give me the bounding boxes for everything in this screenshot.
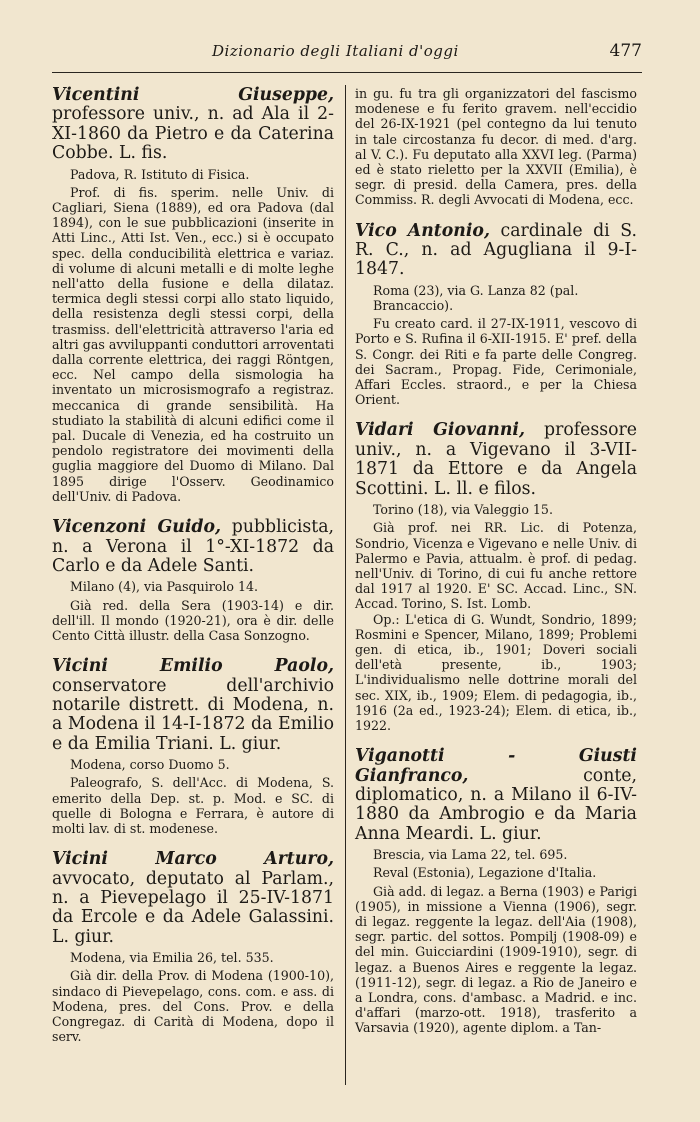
entry-address: Milano (4), via Pasquirolo 14. — [70, 579, 258, 595]
entry-heading — [52, 86, 334, 164]
entry-paragraph: Già dir. della Prov. di Modena (1900-10), sindaco di Pievepelago, cons. com. e ass. di Modena, pres. del Cons. Prov. e della Congregaz. di Carità di Modena, dopo il serv. — [52, 968, 334, 1045]
entry-name: Vicini Emilio Paolo, — [52, 656, 334, 677]
entry-heading — [355, 747, 637, 844]
entry-description: conservatore dell'archivio notarile distrett. di Modena, n. a Modena il 14-I-1872 da Emilio e da Emilia Triani. L. giur. — [52, 675, 334, 754]
continuation-text: in gu. fu tra gli organizzatori del fascismo modenese e fu ferito gravem. nell'eccidio del 26-IX-1921 (pel contegno da lui tenuto in tale circostanza fu decor. di med. d'arg. al V. C.). Fu deputato alla XXVI leg. (Parma) ed è stato rieletto per la XXVII (Emilia), è segr. di presid. della Camera, pres. della Commiss. R. degli Avvocati di Modena, ecc. — [355, 86, 637, 208]
entry-vidari — [355, 421, 637, 733]
entry-paragraph: Fu creato card. il 27-IX-1911, vescovo di Porto e S. Rufina il 6-XII-1915. E' pref. della S. Congr. dei Riti e fa parte delle Congreg. dei Sacram., Propag. Fide, Cerimoniale, Affari Eccles. straord., e per la Chiesa Orient. — [355, 316, 637, 408]
entry-description: conte, diplomatico, n. a Milano il 6-IV-1880 da Ambrogio e da Maria Anna Meardi. L. giur. — [355, 765, 637, 844]
entry-paragraph: Già prof. nei RR. Lic. di Potenza, Sondrio, Vicenza e Vigevano e nelle Univ. di Palermo e Pavia, attualm. è prof. di pedag. nell'Univ. di Torino, di cui fu anche rettore dal 1917 al 1920. E' SC. Accad. Linc., SN. Accad. Torino, S. Ist. Lomb. — [355, 520, 637, 612]
entry-address: Padova, R. Istituto di Fisica. — [70, 166, 250, 182]
entry-description: pubblicista, n. a Verona il 1°-XI-1872 da Carlo e da Adele Santi. — [52, 517, 334, 576]
entry-name: Vidari Giovanni, — [355, 420, 525, 441]
entry-vicini-marco — [52, 850, 334, 1044]
page-number: 477 — [609, 41, 642, 61]
entry-description: avvocato, deputato al Parlam., n. a Pievepelago il 25-IV-1871 da Ercole e da Adele Galassini. L. giur. — [52, 868, 334, 947]
running-head — [52, 38, 642, 66]
entry-name: Vicentini Giuseppe, — [52, 85, 334, 105]
entry-address: Roma (23), via G. Lanza 82 (pal. Brancaccio). — [373, 282, 579, 314]
entry-heading — [355, 222, 637, 280]
entry-description: professore univ., n. a Vigevano il 3-VII-1871 da Ettore e da Angela Scottini. L. ll. e filos. — [355, 420, 637, 499]
entry-vicentini — [52, 86, 334, 504]
entry-vicini-emilio — [52, 657, 334, 836]
entry-paragraph: Paleografo, S. dell'Acc. di Modena, S. emerito della Dep. st. p. Mod. e SC. di quelle di Bologna e Ferrara, è autore di molti lav. di st. modenese. — [52, 775, 334, 836]
entry-paragraph: Già add. di legaz. a Berna (1903) e Parigi (1905), in missione a Vienna (1906), segr. di legaz. reggente la legaz. dell'Aia (1908), segr. partic. del sottos. Pompilj (1908-09) e del min. Guicciardini (1909-1910), segr. di legaz. a Buenos Aires e reggente la legaz. (1911-12), segr. di legaz. a Rio de Janeiro e a Londra, cons. d'ambasc. a Madrid. e inc. d'affari (marzo-ott. 1918), trasferito a Varsavia (1920), agente diplom. a Tan- — [355, 883, 637, 1036]
running-title: Dizionario degli Italiani d'oggi — [212, 42, 459, 60]
entry-works-paragraph: Op.: L'etica di G. Wundt, Sondrio, 1899; Rosmini e Spencer, Milano, 1899; Problemi gen. di etica, ib., 1901; Doveri sociali dell'età presente, ib., 1903; L'individualismo nelle dottrine morali del sec. XIX, ib., 1909; Elem. di pedagogia, ib., 1916 (2a ed., 1923-24); Elem. di etica, ib., 1922. — [355, 611, 637, 733]
entry-name: Vicenzoni Guido, — [52, 517, 222, 538]
entry-heading — [52, 518, 334, 576]
entry-address: Modena, via Emilia 26, tel. 535. — [70, 950, 274, 966]
left-column — [52, 86, 334, 1044]
header-rule — [52, 72, 642, 73]
entry-address: Torino (18), via Valeggio 15. — [373, 502, 553, 518]
entry-vico — [355, 222, 637, 408]
entry-vicenzoni — [52, 518, 334, 643]
right-column — [355, 86, 637, 1036]
entry-paragraph: Già red. della Sera (1903-14) e dir. dell'ill. Il mondo (1920-21), ora è dir. delle Cento Città illustr. della Casa Sonzogno. — [52, 597, 334, 643]
entry-paragraph: Prof. di fis. sperim. nelle Univ. di Cagliari, Siena (1889), ed ora Padova (dal 1894), con le sue pubblicazioni (inserite in Atti Linc., Atti Ist. Ven., ecc.) si è occupato spec. della conducibilità elettrica e variaz. di volume di alcuni metalli e di molte leghe nell'atto della fusione e della dilataz. termica degli stessi corpi allo stato liquido, della resistenza degli stessi corpi, della trasmiss. dell'elettricità attraverso l'aria ed altri gas avviluppanti conduttori arroventati dalla corrente elettrica, dei raggi Röntgen, ecc. Nel campo della sismologia ha inventato un microsismografo a registraz. meccanica di grande sensibilità. Ha studiato la stabilità di alcuni edifici come il pal. Ducale di Venezia, ed ha costruito un pendolo registratore dei movimenti della guglia maggiore del Duomo di Milano. Dal 1895 dirige l'Osserv. Geodinamico dell'Univ. di Padova. — [52, 184, 334, 504]
entry-description: cardinale di S. R. C., n. ad Agugliana il 9-I-1847. — [355, 220, 637, 280]
entry-description: professore univ., n. ad Ala il 2-XI-1860 da Pietro e da Caterina Cobbe. L. fis. — [52, 104, 334, 164]
entry-address: Modena, corso Duomo 5. — [70, 757, 230, 773]
entry-viganotti — [355, 747, 637, 1035]
entry-heading — [52, 657, 334, 754]
entry-name: Vico Antonio, — [355, 220, 490, 241]
entry-address-secondary: Reval (Estonia), Legazione d'Italia. — [373, 865, 597, 881]
column-divider — [345, 85, 346, 1085]
entry-heading — [52, 850, 334, 947]
entry-heading — [355, 421, 637, 499]
entry-name: Vicini Marco Arturo, — [52, 849, 334, 870]
entry-name: Viganotti - Giusti Gianfranco, — [355, 746, 637, 786]
entry-address: Brescia, via Lama 22, tel. 695. — [373, 847, 568, 863]
